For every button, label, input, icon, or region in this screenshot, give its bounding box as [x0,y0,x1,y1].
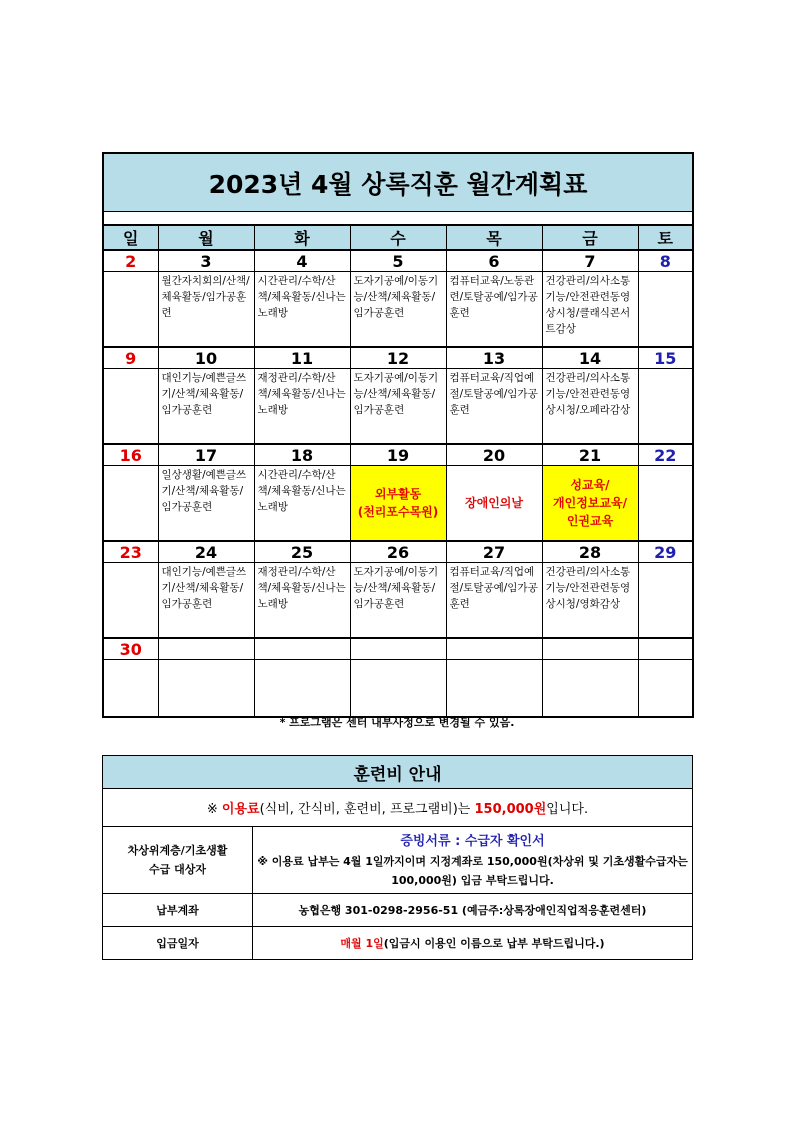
date-cell: 18 [254,444,350,466]
date-cell: 15 [638,347,693,369]
special-event-line: 외부활동 [374,487,422,501]
schedule-change-notice: * 프로그램은 센터 내부사정으로 변경될 수 있음. [279,716,515,729]
deposit-date-value [253,927,693,960]
date-cell: 7 [542,250,638,272]
date-cell: 20 [446,444,542,466]
activity-row [103,466,693,542]
activity-cell: 대인기능/예쁜글쓰기/산책/체육활동/임가공훈련 [158,369,254,445]
date-cell: 21 [542,444,638,466]
activity-cell: 월간자치회의/산책/체육활동/임가공훈련 [158,272,254,348]
date-cell: 25 [254,541,350,563]
calendar-title: 2023년 4월 상록직훈 월간계획표 [103,153,693,212]
date-row [103,250,693,272]
activity-row [103,563,693,639]
date-cell: 30 [103,638,158,660]
date-cell [350,638,446,660]
activity-cell: 컴퓨터교육/직업예절/토탈공예/임가공훈련 [446,369,542,445]
proof-document: 증빙서류 : 수급자 확인서 [400,834,545,849]
date-cell [158,638,254,660]
fee-title: 훈련비 안내 [103,756,693,789]
activity-cell: 시간관리/수학/산책/체육활동/신나는노래방 [254,272,350,348]
special-event-outing [350,466,446,542]
activity-row [103,369,693,445]
date-cell: 9 [103,347,158,369]
activity-cell: 건강관리/의사소통기능/안전관련동영상시청/클래식콘서트감상 [542,272,638,348]
special-event-line: 인권교육 [566,514,614,528]
date-row [103,347,693,369]
date-row [103,541,693,563]
date-cell: 13 [446,347,542,369]
account-label: 납부계좌 [103,894,253,927]
activity-cell: 재정관리/수학/산책/체육활동/신나는노래방 [254,563,350,639]
activity-cell [542,660,638,718]
activity-cell [103,466,158,542]
payment-instruction: ※ 이용료 납부는 4월 1일까지이며 지정계좌로 150,000원(차상위 및 기초생활수급자는 100,000원) 입금 부탁드립니다. [257,855,688,887]
activity-cell [103,563,158,639]
day-header: 금 [542,225,638,250]
activity-cell: 재정관리/수학/산책/체육활동/신나는노래방 [254,369,350,445]
target-detail [253,827,693,894]
activity-cell: 시간관리/수학/산책/체육활동/신나는노래방 [254,466,350,542]
usage-fee-suffix: 입니다. [546,802,589,817]
date-cell: 12 [350,347,446,369]
activity-cell: 도자기공예/이동기능/산책/체육활동/임가공훈련 [350,369,446,445]
activity-cell: 일상생활/예쁜글쓰기/산책/체육활동/임가공훈련 [158,466,254,542]
fee-info-table [102,755,693,960]
date-cell: 17 [158,444,254,466]
usage-fee-label: 이용료 [221,802,260,817]
day-header-row [103,225,693,250]
date-cell: 8 [638,250,693,272]
date-cell: 14 [542,347,638,369]
date-cell: 5 [350,250,446,272]
date-cell: 23 [103,541,158,563]
date-cell: 11 [254,347,350,369]
date-cell: 3 [158,250,254,272]
activity-cell [638,563,693,639]
day-header: 화 [254,225,350,250]
activity-cell: 도자기공예/이동기능/산책/체육활동/임가공훈련 [350,272,446,348]
deposit-date-label: 입금일자 [103,927,253,960]
date-cell: 19 [350,444,446,466]
target-label-line: 차상위계층/기초생활 [127,844,228,857]
monthly-calendar [102,152,694,718]
date-cell: 10 [158,347,254,369]
date-cell [254,638,350,660]
activity-cell: 컴퓨터교육/직업예절/토탈공예/임가공훈련 [446,563,542,639]
date-cell: 24 [158,541,254,563]
activity-cell [254,660,350,718]
day-header: 토 [638,225,693,250]
spacer-row [103,212,693,226]
activity-row [103,660,693,718]
deposit-date-highlight: 매월 1일 [340,937,384,950]
activity-cell: 컴퓨터교육/노동관련/토탈공예/임가공훈련 [446,272,542,348]
date-cell: 16 [103,444,158,466]
activity-cell [350,660,446,718]
date-cell [542,638,638,660]
date-cell: 22 [638,444,693,466]
date-cell: 27 [446,541,542,563]
special-event-education [542,466,638,542]
usage-fee-amount: 150,000원 [474,802,547,817]
date-cell: 6 [446,250,542,272]
date-row [103,444,693,466]
target-label [103,827,253,894]
date-cell: 29 [638,541,693,563]
date-cell: 4 [254,250,350,272]
usage-prefix: ※ [206,802,222,817]
date-cell [638,638,693,660]
day-header: 수 [350,225,446,250]
target-label-line: 수급 대상자 [149,863,206,876]
activity-cell [103,660,158,718]
date-row [103,638,693,660]
activity-cell [638,466,693,542]
day-header: 목 [446,225,542,250]
activity-cell [158,660,254,718]
activity-cell [638,660,693,718]
account-value: 농협은행 301-0298-2956-51 (예금주:상록장애인직업적응훈련센터) [253,894,693,927]
date-cell: 26 [350,541,446,563]
activity-cell [446,660,542,718]
day-header: 일 [103,225,158,250]
activity-cell: 도자기공예/이동기능/산책/체육활동/임가공훈련 [350,563,446,639]
usage-fee-items: (식비, 간식비, 훈련비, 프로그램비)는 [259,802,475,817]
activity-cell [638,272,693,348]
date-cell: 2 [103,250,158,272]
activity-cell [103,272,158,348]
special-event-line: (천리포수목원) [357,505,439,519]
activity-cell: 건강관리/의사소통기능/안전관련동영상시청/오페라감상 [542,369,638,445]
usage-fee-line [103,789,693,827]
date-cell [446,638,542,660]
activity-cell [103,369,158,445]
date-cell: 28 [542,541,638,563]
activity-cell: 건강관리/의사소통기능/안전관련동영상시청/영화감상 [542,563,638,639]
activity-cell [638,369,693,445]
special-event-disability-day: 장애인의날 [446,466,542,542]
special-event-line: 개인정보교육/ [553,496,627,510]
deposit-date-note: (입금시 이용인 이름으로 납부 부탁드립니다.) [383,937,605,950]
activity-row [103,272,693,348]
day-header: 월 [158,225,254,250]
activity-cell: 대인기능/예쁜글쓰기/산책/체육활동/임가공훈련 [158,563,254,639]
special-event-line: 성교육/ [570,478,610,492]
